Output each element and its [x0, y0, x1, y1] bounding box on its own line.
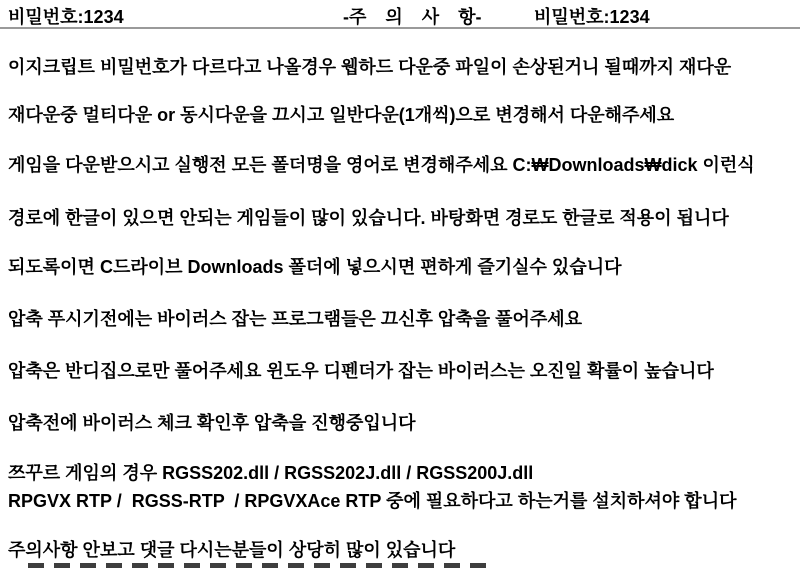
- password-right: 비밀번호:1234: [534, 7, 650, 27]
- notice-line-virus-checked: 압축전에 바이러스 체크 확인후 압축을 진행중입니다: [8, 413, 416, 433]
- notice-line-bandizip-only: 압축은 반디집으로만 풀어주세요 윈도우 디펜더가 잡는 바이러스는 오진일 확률이 높습니다: [8, 361, 714, 381]
- cutoff-text-fragment: [28, 563, 496, 568]
- notice-line-antivirus-off: 압축 푸시기전에는 바이러스 잡는 프로그램들은 끄신후 압축을 풀어주세요: [8, 309, 583, 329]
- password-left: 비밀번호:1234: [8, 7, 124, 27]
- notice-line-rgss-dll: 쯔꾸르 게임의 경우 RGSS202.dll / RGSS202J.dll / RGSS200J.dll: [8, 463, 534, 483]
- notice-line-rtp-install: RPGVX RTP / RGSS-RTP / RPGVXAce RTP 중에 필요하다고 하는거를 설치하셔야 합니다: [8, 491, 737, 511]
- notice-line-korean-path-warning: 경로에 한글이 있으면 안되는 게임들이 많이 있습니다. 바탕화면 경로도 한글로 적용이 됩니다: [8, 208, 729, 228]
- notice-line-rename-folders: 게임을 다운받으시고 실행전 모든 폴더명을 영어로 변경해주세요 C:₩Downloads₩dick 이런식: [8, 155, 755, 175]
- notice-line-cdrive-downloads: 되도록이면 C드라이브 Downloads 폴더에 넣으시면 편하게 즐기실수 있습니다: [8, 257, 622, 277]
- notice-line-easycrypt-redownload: 이지크립트 비밀번호가 다르다고 나올경우 웹하드 다운중 파일이 손상된거니 될때까지 재다운: [8, 57, 732, 77]
- notice-line-multidown-off: 재다운중 멀티다운 or 동시다운을 끄시고 일반다운(1개씩)으로 변경해서 다운해주세요: [8, 105, 675, 125]
- notice-line-read-before-comment: 주의사항 안보고 댓글 다시는분들이 상당히 많이 있습니다: [8, 540, 456, 560]
- header-divider: [0, 27, 800, 29]
- page-title: -주 의 사 항-: [343, 7, 482, 27]
